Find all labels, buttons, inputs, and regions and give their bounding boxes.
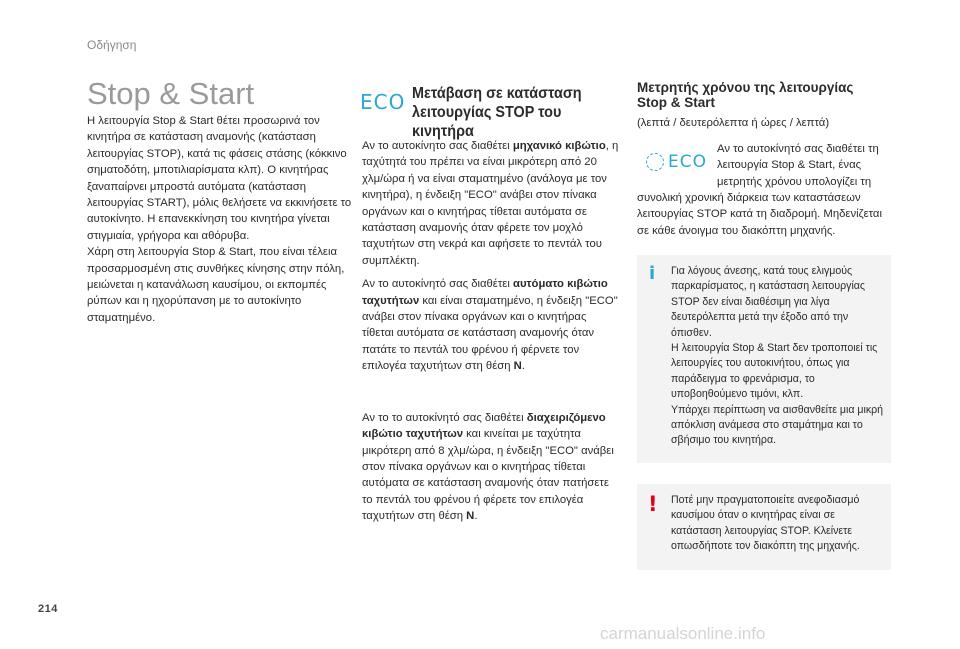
info-box bbox=[637, 255, 891, 463]
warning-box bbox=[637, 484, 891, 570]
stop-mode-heading: Μετάβαση σε κατάσταση λειτουργίας STOP του κινητήρα bbox=[412, 85, 582, 140]
eco-icon: ECO bbox=[360, 90, 406, 114]
page-number: 214 bbox=[38, 603, 58, 615]
timer-arc-icon bbox=[646, 153, 664, 171]
info-text: Για λόγους άνεσης, κατά τους ελιγμούς παρκαρίσματος, η κατάσταση λειτουργίας STOP δεν είναι διαθέσιμη για λίγα δευτερόλεπτα μετά την έξοδο από την όπισθεν. Η λειτουργία Stop & Start δεν τροποποιεί τις λειτουργίες του αυτοκινήτου, όπως για παράδειγμα το φρενάρισμα, το υποβοηθούμενο τιμόνι, κλπ. Υπάρχει περίπτωση να αισθανθείτε μια μικρή απόκλιση ανάμεσα στο σταμάτημα και το σβήσιμο του κινητήρα. bbox=[671, 265, 884, 447]
intro-text bbox=[87, 113, 352, 326]
watermark: carmanualsonline.info bbox=[600, 624, 766, 643]
warning-icon: ! bbox=[648, 492, 658, 516]
timer-text-start: Αν το αυτοκίνητό σας διαθέτει τη λειτουργία Stop & Start, ένας μετρητής χρόνου υπολογίζει τη bbox=[717, 143, 879, 188]
stop-mode-text bbox=[362, 138, 620, 532]
timer-units: (λεπτά / δευτερόλεπτα ή ώρες / λεπτά) bbox=[637, 117, 830, 129]
warning-text: Ποτέ μην πραγματοποιείτε ανεφοδιασμό καυσίμου όταν ο κινητήρας είναι σε κατάσταση λειτουργίας STOP. Κλείνετε οπωσδήποτε τον διακόπτη της μηχανής. bbox=[671, 494, 860, 553]
timer-heading: Μετρητής χρόνου της λειτουργίας Stop & Start bbox=[637, 80, 854, 110]
robotised-gearbox-paragraph: Αν το το αυτοκίνητό σας διαθέτει διαχειριζόμενο κιβώτιο ταχυτήτων και κινείται με ταχύτητα μικρότερη από 8 χλμ/ώρα, η ένδειξη "ECO" ανάβει στον πίνακα οργάνων και ο κινητήρας τίθεται αυτόματα σε κατάσταση αναμονής όταν πατήσετε το πεντάλ του φρένου ή φέρετε τον επιλογέα ταχυτήτων στη θέση N. bbox=[362, 411, 614, 523]
section-label: Οδήγηση bbox=[87, 38, 137, 52]
page-title: Stop & Start bbox=[87, 76, 255, 111]
manual-gearbox-paragraph: Αν το αυτοκίνητο σας διαθέτει μηχανικό κιβώτιο, η ταχύτητά του πρέπει να είναι μικρότερη από 20 χλμ/ώρα ή να είναι σταματημένο (ανάλογα με τον κινητήρα), η ένδειξη "ECO" ανάβει στον πίνακα οργάνων και ο κινητήρας τίθεται αυτόματα σε κατάσταση αναμονής όταν φέρετε τον μοχλό ταχυτήτων στη νεκρά και αφήσετε το πεντάλ του συμπλέκτη. bbox=[362, 140, 619, 267]
eco-label: ECO bbox=[668, 152, 707, 172]
timer-text-continued: συνολική χρονική διάρκεια των καταστάσεων λειτουργίας STOP κατά τη διαδρομή. Μηδενίζεται σε κάθε άνοιγμα του διακόπτη μηχανής. bbox=[637, 192, 882, 237]
automatic-gearbox-paragraph: Αν το αυτοκίνητό σας διαθέτει αυτόματο κιβώτιο ταχυτήτων και είναι σταματημένο, η ένδειξη "ECO" ανάβει στον πίνακα οργάνων και ο κινητήρας τίθεται αυτόματα σε κατάσταση αναμονής όταν πατάτε το πεντάλ του φρένου ή φέρνετε τον επιλογέα ταχυτήτων στη θέση N. bbox=[362, 278, 618, 373]
info-icon: i bbox=[649, 263, 656, 284]
eco-timer-icon bbox=[646, 152, 707, 172]
intro-paragraph: Η λειτουργία Stop & Start θέτει προσωρινά τον κινητήρα σε κατάσταση αναμονής (κατάσταση λειτουργίας STOP), κατά τις φάσεις στάσης (κόκκινο σηματοδότη, μποτιλιαρίσματα κλπ). Ο κινητήρας ξαναπαίρνει μπροστά αυτόματα (κατάσταση λειτουργίας START), μόλις θελήσετε να εκκινήσετε το αυτοκίνητο. Η επανεκκίνηση του κινητήρα γίνεται στιγμιαία, γρήγορα και αθόρυβα. bbox=[87, 115, 352, 242]
intro-paragraph-2: Χάρη στη λειτουργία Stop & Start, που είναι τέλεια προσαρμοσμένη στις συνθήκες κίνησης στην πόλη, μειώνεται η κατανάλωση καυσίμου, οι εκπομπές ρύπων και η ηχορύπανση με το αυτοκίνητο σταματημένο. bbox=[87, 246, 345, 324]
